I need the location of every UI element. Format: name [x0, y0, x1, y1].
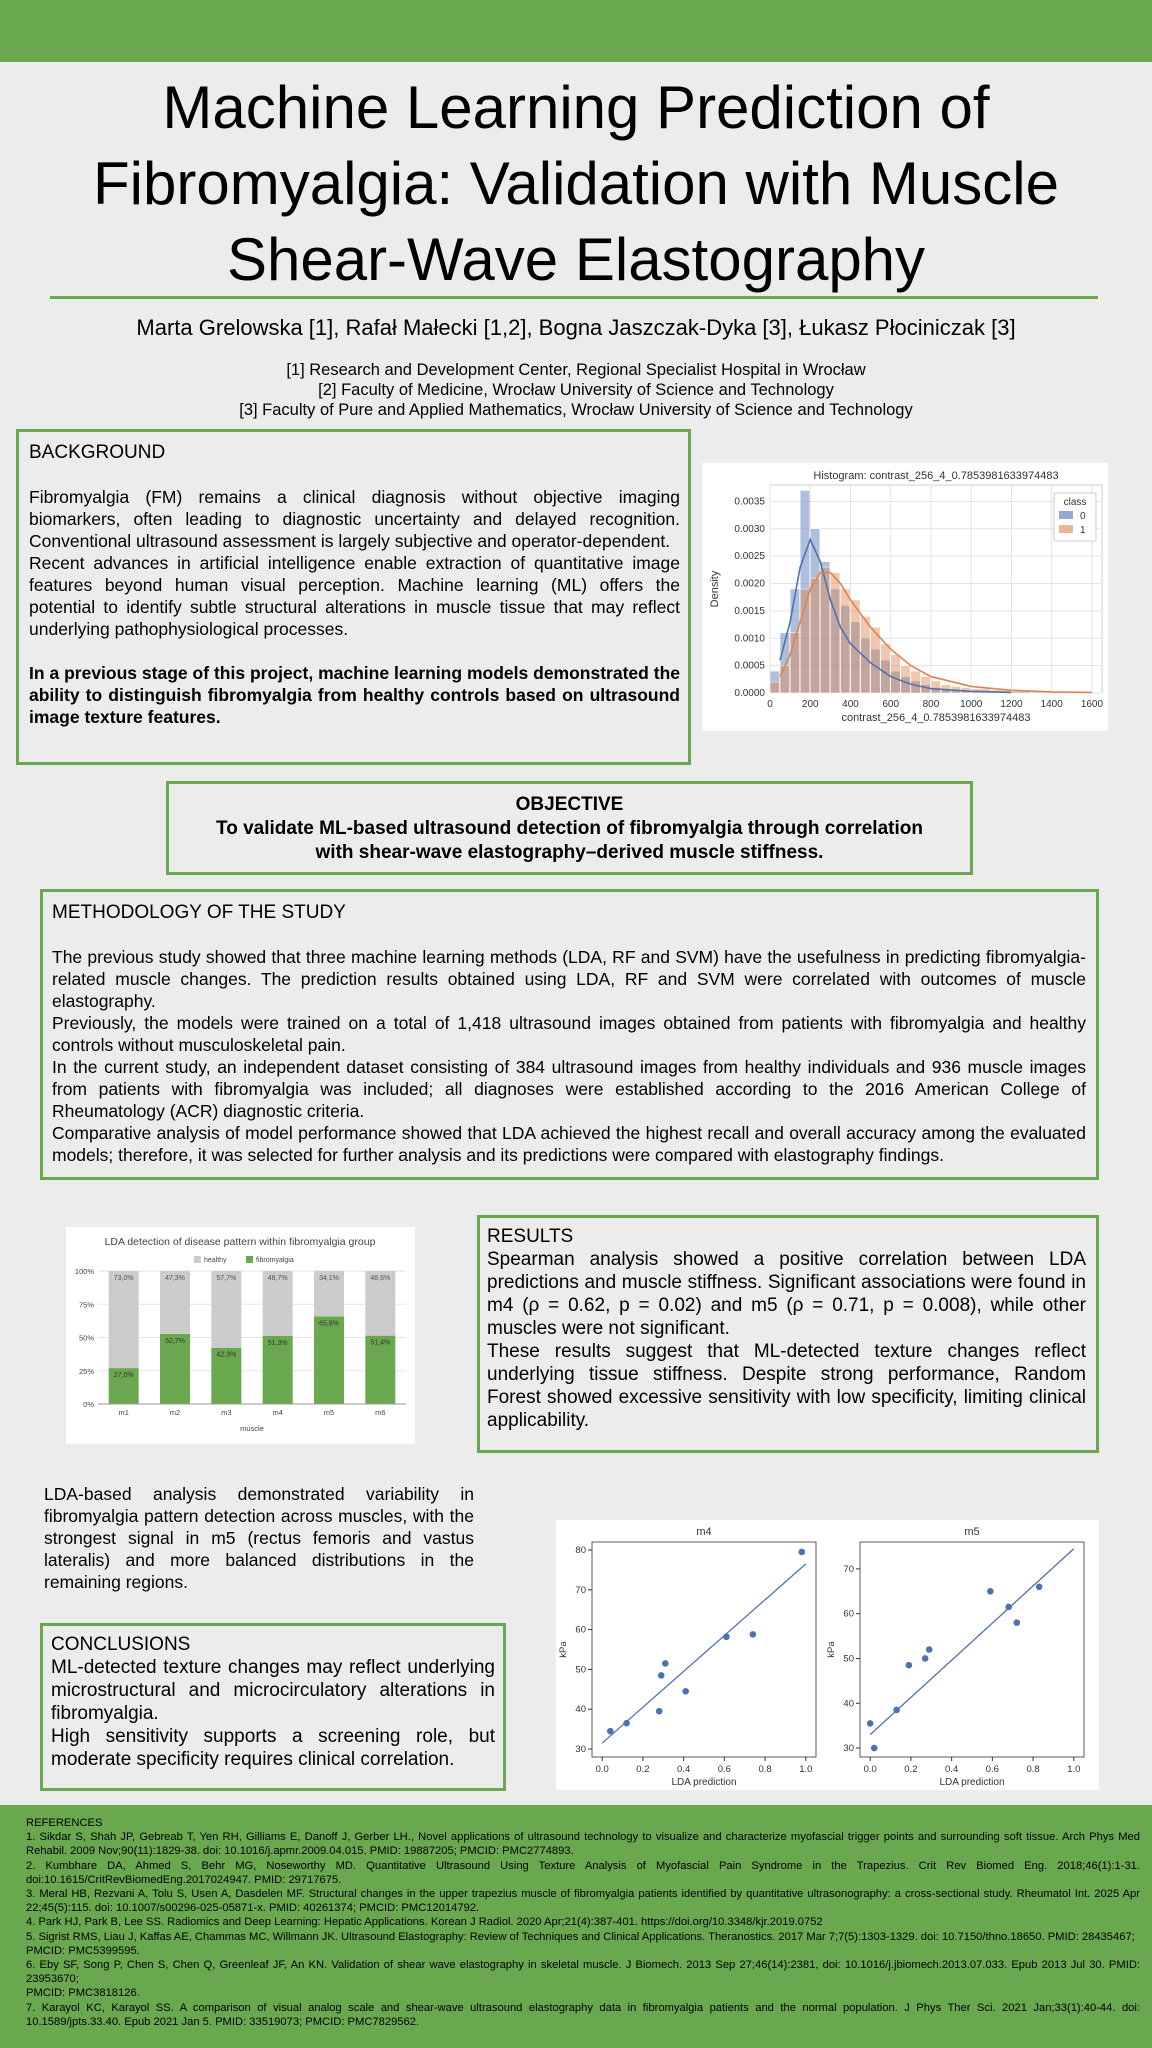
legend-swatch — [246, 1256, 253, 1263]
results-paragraph: Spearman analysis showed a positive correlation between LDA predictions and muscle stiffness. Significant associations were found in m4 (ρ = 0.62, p = 0.02) and m5 (ρ = 0.71, p = 0.008), while other muscles were not significant. — [487, 1249, 1086, 1339]
background-paragraph-bold: In a previous stage of this project, machine learning models demonstrated the ability to distinguish fibromyalgia from healthy controls based on ultrasound image texture features. — [29, 663, 680, 727]
background-heading: BACKGROUND — [29, 442, 166, 463]
bar-label-fibromyalgia: 51,3% — [267, 1339, 288, 1347]
x-axis-label: LDA prediction — [671, 1777, 737, 1788]
bar-label-healthy: 57,7% — [216, 1275, 237, 1282]
affiliation-3: [3] Faculty of Pure and Applied Mathematics, Wrocław University of Science and Technology — [239, 401, 913, 419]
y-tick-label: 0.0030 — [734, 523, 765, 535]
scatter-point — [750, 1631, 757, 1638]
x-tick-label: 0.6 — [717, 1764, 731, 1775]
legend-title: class — [1063, 497, 1087, 508]
conclusions-paragraph: High sensitivity supports a screening role, but moderate specificity requires clinical correlation. — [51, 1726, 495, 1770]
x-tick-label: 0.0 — [595, 1764, 609, 1775]
y-axis-label: kPa — [558, 1641, 569, 1658]
results-section — [477, 1215, 1099, 1453]
scatter-charts — [556, 1520, 1099, 1790]
methodology-section — [40, 889, 1099, 1180]
methodology-paragraph: The previous study showed that three machine learning methods (LDA, RF and SVM) have the usefulness in predicting fibromyalgia-related muscle changes. The prediction results obtained using LDA, RF and SVM were correlated with outcomes of muscle elastography. — [52, 947, 1086, 1011]
bar-label-fibromyalgia: 42,3% — [216, 1351, 237, 1359]
reference-item: 5. Sigrist RMS, Liau J, Kaffas AE, Chammas MC, Willmann JK. Ultrasound Elastography: Review of Techniques and Clinical Applications. Theranostics. 2017 Mar 7;7(5):1303-1329. doi: 10.7150/thno.18650. PMID: 28435467; — [26, 1930, 1135, 1943]
histogram-bar — [881, 644, 891, 693]
y-tick-label: 50 — [843, 1653, 854, 1665]
scatter-point — [682, 1688, 689, 1695]
legend-label: healthy — [204, 1257, 227, 1264]
scatter-point — [926, 1646, 933, 1653]
scatter-point — [1014, 1619, 1021, 1626]
y-tick-label: 75% — [78, 1300, 94, 1310]
x-tick-label: m3 — [221, 1408, 232, 1417]
results-paragraph: These results suggest that ML-detected texture changes reflect underlying tissue stiffness. Despite strong performance, Random Forest showed excessive sensitivity with low specificity, limiting clinical applicability. — [487, 1341, 1086, 1431]
methodology-paragraph: Previously, the models were trained on a total of 1,418 ultrasound images obtained from patients with fibromyalgia and healthy controls without musculoskeletal pain. — [52, 1013, 1086, 1055]
x-axis-label: LDA prediction — [939, 1777, 1005, 1788]
lda-summary-text: LDA-based analysis demonstrated variability in fibromyalgia pattern detection across muscles, with the strongest signal in m5 (rectus femoris and vastus lateralis) and more balanced distributions in the remaining regions. — [44, 1484, 474, 1592]
poster-title — [0, 70, 1152, 298]
y-tick-label: 60 — [843, 1608, 854, 1620]
scatter-point — [987, 1588, 994, 1595]
bar-label-fibromyalgia: 51,4% — [370, 1339, 391, 1347]
scatter-point — [623, 1720, 630, 1727]
x-tick-label: 0.2 — [636, 1764, 650, 1775]
x-tick-label: 600 — [882, 699, 900, 710]
histogram-bar — [820, 567, 830, 693]
objective-section — [166, 781, 973, 875]
x-tick-label: m4 — [272, 1408, 283, 1417]
y-tick-label: 50% — [78, 1333, 94, 1343]
background-paragraph: Recent advances in artificial intelligence enable extraction of quantitative image features beyond human visual perception. Machine learning (ML) offers the potential to identify subtle structural alterations in muscle tissue that may reflect underlying pathophysiological processes. — [29, 553, 680, 639]
title-line: Fibromyalgia: Validation with Muscle — [93, 150, 1059, 217]
scatter-point — [656, 1708, 663, 1715]
y-tick-label: 60 — [575, 1624, 586, 1636]
background-section — [16, 429, 691, 765]
bar-label-fibromyalgia: 52,7% — [165, 1337, 185, 1345]
scatter-point — [922, 1655, 929, 1662]
conclusions-section — [40, 1623, 506, 1791]
chart-title: m4 — [696, 1526, 712, 1538]
y-tick-label: 0.0025 — [734, 551, 765, 563]
y-axis-label: kPa — [826, 1641, 837, 1658]
y-tick-label: 80 — [575, 1544, 586, 1556]
scatter-point — [867, 1720, 874, 1727]
histogram-chart — [702, 463, 1108, 731]
histogram-bar — [891, 655, 901, 693]
x-tick-label: 0.6 — [985, 1764, 999, 1775]
scatter-point — [798, 1549, 805, 1556]
reference-item: 1. Sikdar S, Shah JP, Gebreab T, Yen RH, Gilliams E, Danoff J, Gerber LH., Novel applications of ultrasound technology to visualize and characterize myofascial trigger points and surrounding soft tissue. Arch Phys Med Rehabil. 2009 Nov;90(11):1829-38. doi: 10.1016/j.apmr.2009.04.015. PMID: 19887205; PMCID: PMC2774893. — [26, 1831, 1140, 1858]
x-tick-label: 1200 — [1000, 699, 1023, 710]
methodology-paragraph: Comparative analysis of model performance showed that LDA achieved the highest recall and overall accuracy among the evaluated models; therefore, it was selected for further analysis and its predictions were compared with elastography findings. — [52, 1123, 1086, 1165]
affiliation-1: [1] Research and Development Center, Regional Specialist Hospital in Wrocław — [286, 361, 866, 379]
x-axis-label: muscle — [240, 1424, 264, 1433]
reference-item: PMCID: PMC5399595. — [26, 1944, 140, 1957]
y-tick-label: 70 — [575, 1584, 586, 1596]
conclusions-paragraph: ML-detected texture changes may reflect underlying microstructural and microcirculatory alterations in fibromyalgia. — [51, 1657, 495, 1724]
reference-item: 2. Kumbhare DA, Ahmed S, Behr MG, Noseworthy MD. Quantitative Ultrasound Using Texture Analysis of Myofascial Pain Syndrome in the Trapezius. Crit Rev Biomed Eng. 2018;46(1):1-31. doi:10.1615/CritRevBiomedEng.2017024947. PMID: 29717675. — [26, 1859, 1140, 1886]
bar-label-healthy: 47,3% — [165, 1275, 185, 1282]
reference-item: 4. Park HJ, Park B, Lee SS. Radiomics and Deep Learning: Hepatic Applications. Korean J Radiol. 2020 Apr;21(4):387-401. https://doi.org/10.3348/kjr.2019.0752 — [26, 1916, 823, 1929]
histogram-bar — [911, 671, 921, 693]
scatter-point — [723, 1633, 730, 1640]
methodology-heading: METHODOLOGY OF THE STUDY — [52, 902, 346, 923]
scatter-point — [906, 1662, 913, 1669]
bar-label-fibromyalgia: 27,0% — [113, 1372, 134, 1380]
objective-line: To validate ML-based ultrasound detection of fibromyalgia through correlation — [216, 818, 923, 839]
objective-heading: OBJECTIVE — [515, 794, 624, 815]
y-tick-label: 30 — [575, 1744, 586, 1756]
stacked-bar-chart — [66, 1227, 415, 1444]
bar-label-healthy: 48,6% — [370, 1275, 391, 1282]
reference-item: 6. Eby SF, Song P, Chen S, Chen Q, Greenleaf JF, An KN. Validation of shear wave elastography in skeletal muscle. J Biomech. 2013 Sep 27;46(14):2381, doi: 10.1016/j.jbiomech.2013.07.033. Epub 2013 Jul 30. PMID: 23953670; — [26, 1959, 1140, 1986]
y-tick-label: 100% — [74, 1267, 94, 1276]
y-tick-label: 0.0005 — [734, 660, 765, 672]
bar-healthy — [109, 1271, 139, 1368]
plot-area — [860, 1542, 1084, 1757]
legend-swatch — [1059, 525, 1073, 533]
results-heading: RESULTS — [487, 1226, 574, 1247]
histogram-bar — [921, 677, 931, 693]
histogram-bar — [901, 666, 911, 693]
legend-label: 0 — [1080, 511, 1086, 522]
x-tick-label: 0.4 — [945, 1764, 959, 1775]
references-section — [0, 1805, 1152, 2048]
affiliation-2: [2] Faculty of Medicine, Wrocław University of Science and Technology — [318, 381, 834, 399]
reference-item: 7. Karayol KC, Karayol SS. A comparison of visual analog scale and shear-wave ultrasound elastography data in fibromyalgia patients and the normal population. J Phys Ther Sci. 2021 Jan;33(1):40-44. doi: 10.1589/jpts.33.40. Epub 2021 Jan 5. PMID: 33519073; PMCID: PMC7829562. — [26, 2001, 1140, 2028]
x-tick-label: m1 — [118, 1408, 129, 1417]
x-tick-label: 1600 — [1080, 699, 1104, 710]
scatter-point — [1036, 1583, 1043, 1590]
x-tick-label: 0.8 — [1026, 1764, 1040, 1775]
y-tick-label: 40 — [843, 1698, 854, 1710]
histogram-bar — [780, 666, 790, 693]
bar-label-healthy: 48,7% — [267, 1275, 288, 1282]
histogram-panel — [702, 463, 1108, 731]
scatter-panel — [556, 1520, 1099, 1790]
x-tick-label: 0.8 — [758, 1764, 772, 1775]
chart-title: LDA detection of disease pattern within fibromyalgia group — [104, 1236, 376, 1248]
y-tick-label: 50 — [575, 1664, 586, 1676]
references-heading: REFERENCES — [26, 1817, 103, 1829]
scatter-point — [871, 1745, 878, 1752]
y-tick-label: 0.0015 — [734, 605, 765, 617]
y-axis-label: Density — [709, 570, 721, 608]
title-line: Shear-Wave Elastography — [226, 226, 926, 293]
title-divider — [50, 296, 1098, 299]
x-tick-label: 800 — [922, 699, 940, 710]
y-tick-label: 0% — [83, 1400, 94, 1409]
objective-line: with shear-wave elastography–derived muscle stiffness. — [315, 842, 824, 863]
methodology-paragraph: In the current study, an independent dataset consisting of 384 ultrasound images from healthy individuals and 936 muscle images from patients with fibromyalgia was included; all diagnoses were established according to the 2016 American College of Rheumatology (ACR) diagnostic criteria. — [52, 1057, 1086, 1121]
x-tick-label: 1.0 — [799, 1764, 813, 1775]
legend-swatch — [194, 1256, 201, 1263]
y-tick-label: 0.0020 — [734, 578, 765, 590]
top-banner — [0, 0, 1152, 62]
background-paragraph: Fibromyalgia (FM) remains a clinical diagnosis without objective imaging biomarkers, often leading to diagnostic uncertainty and delayed recognition. Conventional ultrasound assessment is largely subjective and operator-dependent. — [29, 487, 680, 551]
x-tick-label: 1.0 — [1067, 1764, 1081, 1775]
y-tick-label: 0.0035 — [734, 496, 765, 508]
bar-healthy — [211, 1271, 241, 1348]
authors: Marta Grelowska [1], Rafał Małecki [1,2], Bogna Jaszczak-Dyka [3], Łukasz Płociniczak [3] — [136, 315, 1016, 340]
scatter-point — [658, 1672, 665, 1679]
x-tick-label: 0.4 — [677, 1764, 691, 1775]
histogram-bar — [790, 633, 800, 693]
x-tick-label: 1000 — [960, 699, 983, 710]
histogram-bar — [830, 573, 840, 693]
scatter-point — [893, 1707, 900, 1714]
histogram-bar — [850, 600, 860, 693]
y-tick-label: 0.0000 — [734, 688, 765, 699]
x-axis-label: contrast_256_4_0.7853981633974483 — [841, 712, 1031, 724]
bar-label-healthy: 34,1% — [319, 1275, 339, 1282]
histogram-bar — [810, 578, 820, 693]
bar-fibromyalgia — [314, 1316, 344, 1404]
legend-label: fibromyalgia — [256, 1257, 294, 1264]
y-tick-label: 70 — [843, 1563, 854, 1575]
x-tick-label: 0 — [767, 699, 773, 710]
reference-item: PMCID: PMC3818126. — [26, 1987, 140, 2000]
legend-label: 1 — [1080, 525, 1086, 536]
x-tick-label: m5 — [323, 1408, 335, 1417]
scatter-point — [607, 1728, 614, 1735]
x-tick-label: 400 — [842, 699, 859, 710]
scatter-point — [1005, 1604, 1012, 1611]
x-tick-label: 0.0 — [863, 1764, 877, 1775]
y-tick-label: 0.0010 — [734, 633, 765, 645]
x-tick-label: 0.2 — [904, 1764, 918, 1775]
x-tick-label: m2 — [169, 1408, 181, 1417]
stacked-bar-panel — [66, 1227, 415, 1444]
x-tick-label: m6 — [375, 1408, 386, 1417]
histogram-bar — [931, 681, 941, 693]
reference-item: 3. Meral HB, Rezvani A, Tolu S, Usen A, Dasdelen MF. Structural changes in the upper trapezius muscle of fibromyalgia patients identified by quantitative ultrasonography: a cross-sectional study. Rheumatol Int. 2025 Apr 22;45(5):115. doi: 10.1007/s00296-025-05871-x. PMID: 40261374; PMCID: PMC12014792. — [26, 1888, 1140, 1915]
x-tick-label: 200 — [801, 699, 819, 710]
chart-title: Histogram: contrast_256_4_0.7853981633974483 — [813, 470, 1059, 482]
x-tick-label: 1400 — [1040, 699, 1063, 710]
chart-title: m5 — [964, 1526, 980, 1538]
histogram-bar — [770, 682, 780, 693]
y-tick-label: 30 — [843, 1743, 854, 1755]
title-line: Machine Learning Prediction of — [162, 74, 990, 141]
y-tick-label: 25% — [78, 1366, 94, 1376]
y-tick-label: 40 — [575, 1704, 586, 1716]
conclusions-heading: CONCLUSIONS — [51, 1634, 191, 1655]
bar-label-healthy: 73,0% — [113, 1275, 134, 1282]
bar-label-fibromyalgia: 65,9% — [319, 1320, 339, 1328]
scatter-point — [662, 1660, 669, 1667]
legend-swatch — [1059, 511, 1073, 519]
